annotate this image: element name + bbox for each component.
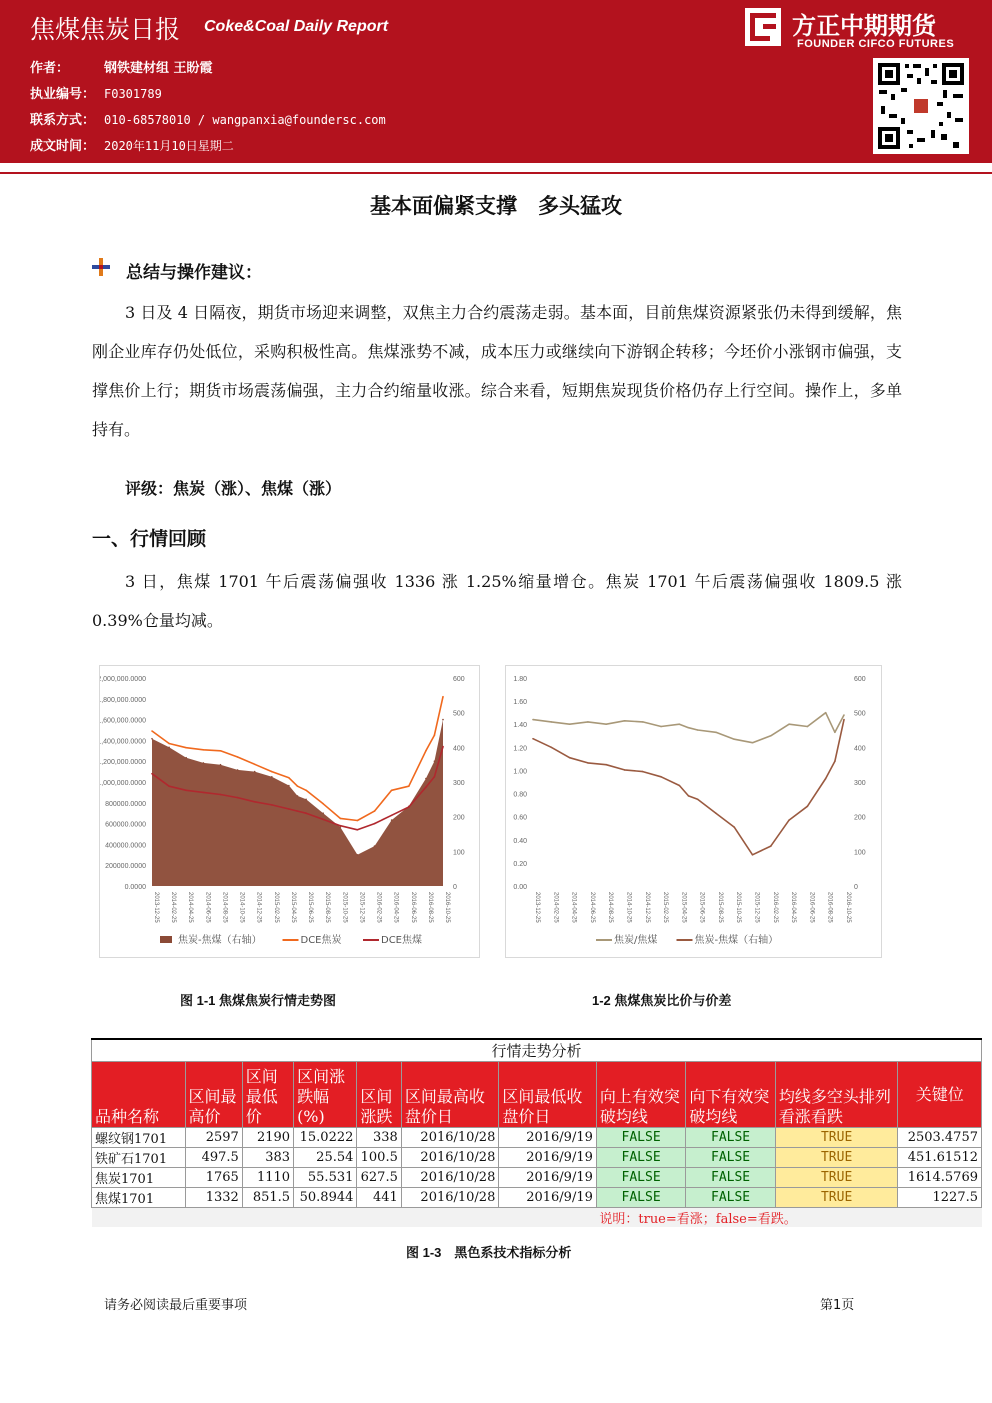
y-left-tick-label: 1.00 (513, 768, 527, 776)
market-analysis-table (91, 1038, 982, 1227)
y-left-tick-label: 1.40 (513, 722, 527, 730)
data-point (770, 735, 772, 737)
x-tick-label: 2016-02-25 (771, 892, 778, 923)
data-point (203, 749, 205, 751)
date-line (30, 135, 234, 154)
data-point (825, 712, 827, 714)
chart-ratio-spread (505, 665, 882, 958)
y-left-tick-label: 400000.0000 (105, 842, 146, 850)
x-tick-label: 2014-02-25 (170, 892, 177, 923)
table-cell: 627.5 (357, 1168, 401, 1188)
data-point (185, 747, 187, 749)
x-tick-label: 2015-02-25 (662, 892, 669, 923)
data-point (288, 777, 290, 779)
data-point (408, 785, 410, 787)
table-cell: 2016/9/19 (499, 1168, 597, 1188)
data-point (288, 785, 290, 787)
y-right-tick-label: 100 (453, 849, 465, 857)
table-cell: 2016/9/19 (499, 1148, 597, 1168)
y-left-tick-label: 0.0000 (124, 884, 146, 891)
col-header: 区间涨跌 (357, 1062, 401, 1128)
data-point (322, 819, 324, 821)
data-point (391, 790, 393, 792)
table-cell: 851.5 (242, 1188, 293, 1208)
y-left-tick-label: 1,800,000.0000 (100, 696, 146, 704)
market-review-heading: 一、行情回顾 (92, 528, 207, 550)
x-tick-label: 2014-06-25 (204, 892, 211, 923)
data-point (425, 778, 427, 780)
x-tick-label: 2015-08-25 (324, 892, 331, 923)
license-line (30, 83, 162, 102)
data-point (834, 760, 836, 762)
data-point (587, 721, 589, 723)
data-point (569, 757, 571, 759)
table-cell: FALSE (596, 1128, 685, 1148)
table-cell: 螺纹钢1701 (92, 1128, 186, 1148)
data-point (660, 726, 662, 728)
legend-label: 焦炭-焦煤（右轴） (694, 935, 779, 946)
data-point (220, 794, 222, 796)
x-tick-label: 2014-08-25 (221, 892, 228, 923)
company-name-en: FOUNDER CIFCO FUTURES (797, 38, 955, 50)
license-value: F0301789 (104, 87, 162, 101)
data-point (254, 764, 256, 766)
col-header: 区间最低收盘价日 (499, 1062, 597, 1128)
y-right-tick-label: 0 (453, 884, 457, 891)
rating-value: 焦炭（涨）、焦煤（涨） (173, 479, 342, 498)
table-cell: TRUE (775, 1168, 898, 1188)
data-point (357, 820, 359, 822)
y-left-tick-label: 1.80 (513, 676, 527, 683)
data-point (297, 810, 299, 812)
col-header: 均线多空头排列看涨看跌 (775, 1062, 898, 1128)
data-point (605, 764, 607, 766)
data-point (237, 769, 239, 771)
y-right-tick-label: 400 (854, 745, 866, 753)
x-tick-label: 2014-08-25 (607, 892, 614, 923)
data-point (151, 773, 153, 775)
table-row (92, 1148, 982, 1168)
x-tick-label: 2015-08-25 (716, 892, 723, 923)
table-cell: 55.531 (294, 1168, 357, 1188)
x-tick-label: 2013-12-25 (534, 892, 540, 923)
data-point (220, 750, 222, 752)
col-header: 向下有效突破均线 (686, 1062, 775, 1128)
col-header: 区间涨跌幅(%) (294, 1062, 357, 1128)
data-point (733, 738, 735, 740)
rating-label: 评级： (125, 479, 174, 498)
x-tick-label: 2016-08-25 (826, 892, 833, 923)
x-tick-label: 2015-06-25 (698, 892, 705, 923)
data-point (357, 829, 359, 831)
data-point (715, 812, 717, 814)
contact-value: 010-68578010 / wangpanxia@foundersc.com (104, 113, 386, 127)
table-cell: 451.61512 (898, 1148, 982, 1168)
legend-label: DCE焦煤 (381, 935, 423, 946)
legend-label: 焦炭-焦煤（右轴） (178, 935, 262, 946)
qr-code-icon (873, 58, 969, 154)
table-cell: 1110 (242, 1168, 293, 1188)
table-cell: 15.0222 (294, 1128, 357, 1148)
data-point (434, 776, 436, 778)
table-cell: 2016/10/28 (401, 1148, 499, 1168)
table-cell: 25.54 (294, 1148, 357, 1168)
legend-swatch (160, 936, 172, 943)
data-point (434, 760, 436, 762)
x-tick-label: 2014-12-25 (643, 892, 650, 923)
table-cell: FALSE (686, 1168, 775, 1188)
table-note: 说明：true=看涨；false=看跌。 (596, 1208, 981, 1228)
data-point (305, 799, 307, 801)
data-point (843, 714, 845, 716)
data-point (624, 720, 626, 722)
table-row (92, 1168, 982, 1188)
report-title-en: Coke&Coal Daily Report (204, 18, 389, 35)
y-left-tick-label: 0.60 (513, 814, 527, 822)
x-tick-label: 2014-10-25 (238, 892, 245, 923)
section-bullet-icon (92, 258, 110, 276)
y-left-tick-label: 1,400,000.0000 (100, 738, 146, 746)
company-name-cn: 方正中期期货 (792, 12, 936, 40)
data-point (168, 747, 170, 749)
chart-price-trend (99, 665, 480, 958)
x-tick-label: 2016-06-25 (808, 892, 815, 923)
license-label: 执业编号： (30, 87, 96, 102)
data-point (697, 799, 699, 801)
x-tick-label: 2016-04-25 (790, 892, 797, 923)
market-review-paragraph: 3 日，焦煤 1701 午后震荡偏强收 1336 涨 1.25%缩量增仓。焦炭 1701 午后震荡偏强收 1809.5 涨 0.39%仓量均减。 (92, 572, 902, 630)
x-tick-label: 2016-04-25 (392, 892, 399, 923)
data-point (442, 746, 444, 748)
table-cell: 2016/9/19 (499, 1188, 597, 1208)
table-title: 行情走势分析 (92, 1039, 982, 1062)
y-right-tick-label: 400 (453, 745, 465, 753)
data-point (297, 785, 299, 787)
rating-line (125, 476, 341, 499)
x-tick-label: 2016-08-25 (426, 892, 433, 923)
author-line (30, 57, 213, 76)
figure-2-caption: 1-2 焦煤焦炭比价与价差 (592, 993, 732, 1008)
y-left-tick-label: 0.00 (513, 884, 527, 891)
data-point (442, 719, 444, 721)
data-point (834, 732, 836, 734)
table-cell: 2016/10/28 (401, 1128, 499, 1148)
data-point (807, 806, 809, 808)
data-point (642, 721, 644, 723)
table-cell: 2016/10/28 (401, 1168, 499, 1188)
table-cell: 2016/10/28 (401, 1188, 499, 1208)
series-line (533, 720, 844, 855)
x-tick-label: 2014-10-25 (625, 892, 632, 923)
data-point (297, 795, 299, 797)
data-point (168, 743, 170, 745)
y-right-tick-label: 100 (854, 849, 866, 857)
col-header: 区间最高收盘价日 (401, 1062, 499, 1128)
data-point (733, 826, 735, 828)
table-cell: 2597 (185, 1128, 242, 1148)
y-right-tick-label: 300 (854, 780, 866, 787)
data-point (271, 771, 273, 773)
data-point (237, 797, 239, 799)
figure-1-caption: 图 1-1 焦煤焦炭行情走势图 (180, 993, 337, 1008)
footer-disclaimer: 请务必阅读最后重要事项 (104, 1298, 248, 1313)
y-right-tick-label: 200 (854, 814, 866, 822)
col-header: 区间最高价 (185, 1062, 242, 1128)
founder-logo-icon (745, 8, 781, 46)
legend-label: DCE焦炭 (300, 935, 342, 946)
x-tick-label: 2016-10-25 (845, 892, 851, 923)
data-point (185, 757, 187, 759)
table-cell: FALSE (596, 1148, 685, 1168)
data-point (203, 762, 205, 764)
contact-label: 联系方式： (30, 113, 96, 128)
y-left-tick-label: 0.20 (513, 860, 527, 868)
col-header: 品种名称 (92, 1062, 186, 1128)
y-right-tick-label: 500 (854, 710, 866, 718)
data-point (305, 812, 307, 814)
data-point (551, 721, 553, 723)
y-left-tick-label: 800000.0000 (105, 800, 146, 808)
x-tick-label: 2014-06-25 (588, 892, 595, 923)
x-tick-label: 2015-10-25 (735, 892, 742, 923)
table-cell: TRUE (775, 1188, 898, 1208)
x-tick-label: 2016-02-25 (375, 892, 382, 923)
table-cell: 焦炭1701 (92, 1168, 186, 1188)
data-point (203, 792, 205, 794)
table-cell: FALSE (596, 1168, 685, 1188)
y-left-tick-label: 1,200,000.0000 (100, 759, 146, 767)
data-point (551, 747, 553, 749)
x-tick-label: 2016-10-25 (444, 892, 450, 923)
data-point (340, 818, 342, 820)
data-point (391, 819, 393, 821)
data-point (391, 815, 393, 817)
data-point (788, 819, 790, 821)
y-right-tick-label: 300 (453, 780, 465, 787)
data-point (679, 723, 681, 725)
data-point (825, 778, 827, 780)
data-point (715, 732, 717, 734)
series-area (152, 720, 443, 886)
table-cell: 1332 (185, 1188, 242, 1208)
table-row (92, 1128, 982, 1148)
y-left-tick-label: 0.80 (513, 791, 527, 799)
data-point (322, 812, 324, 814)
date-value: 2020年11月10日星期二 (104, 139, 234, 153)
y-left-tick-label: 600000.0000 (105, 821, 146, 829)
x-tick-label: 2015-02-25 (272, 892, 279, 923)
data-point (220, 764, 222, 766)
table-header-row (92, 1062, 982, 1128)
x-tick-label: 2014-04-25 (187, 892, 194, 923)
data-point (752, 742, 754, 744)
col-header: 向上有效突破均线 (596, 1062, 685, 1128)
data-point (752, 854, 754, 856)
data-point (374, 845, 376, 847)
table-cell: 497.5 (185, 1148, 242, 1168)
col-header: 关键位 (898, 1062, 982, 1128)
col-header: 区间最低价 (242, 1062, 293, 1128)
table-cell: 1765 (185, 1168, 242, 1188)
data-point (305, 790, 307, 792)
summary-heading: 总结与操作建议： (126, 263, 262, 283)
data-point (425, 786, 427, 788)
data-point (843, 719, 845, 721)
data-point (185, 790, 187, 792)
table-cell: 2190 (242, 1128, 293, 1148)
data-point (151, 738, 153, 740)
y-right-tick-label: 500 (453, 710, 465, 718)
table-cell: 铁矿石1701 (92, 1148, 186, 1168)
data-point (374, 823, 376, 825)
table-cell: FALSE (596, 1188, 685, 1208)
data-point (807, 726, 809, 728)
data-point (442, 696, 444, 698)
data-point (425, 750, 427, 752)
data-point (788, 723, 790, 725)
header-divider (0, 172, 992, 174)
data-point (624, 769, 626, 771)
data-point (374, 810, 376, 812)
table-cell: TRUE (775, 1128, 898, 1148)
data-point (254, 771, 256, 773)
data-point (168, 785, 170, 787)
data-point (151, 730, 153, 732)
y-left-tick-label: 200000.0000 (105, 863, 146, 871)
table-cell: TRUE (775, 1148, 898, 1168)
data-point (697, 729, 699, 731)
data-point (569, 723, 571, 725)
x-tick-label: 2015-12-25 (358, 892, 365, 923)
table-note-spacer (92, 1208, 597, 1228)
table-cell: 383 (242, 1148, 293, 1168)
x-tick-label: 2014-04-25 (570, 892, 577, 923)
y-right-tick-label: 600 (453, 676, 465, 683)
author-label: 作者： (30, 61, 70, 76)
x-tick-label: 2015-12-25 (753, 892, 760, 923)
contact-line (30, 109, 386, 128)
table-cell: 50.8944 (294, 1188, 357, 1208)
chart-ratio-spread-svg (506, 666, 881, 957)
table-cell: 1227.5 (898, 1188, 982, 1208)
document-title: 基本面偏紧支撑 多头猛攻 (370, 193, 622, 218)
x-tick-label: 2014-12-25 (255, 892, 262, 923)
x-tick-label: 2013-12-25 (153, 892, 159, 923)
table-note-row (92, 1208, 982, 1228)
data-point (605, 723, 607, 725)
data-point (288, 808, 290, 810)
report-title-cn: 焦煤焦炭日报 (30, 15, 181, 44)
table-cell: 2503.4757 (898, 1128, 982, 1148)
author-value: 钢铁建材组 王盼霞 (104, 61, 213, 76)
data-point (340, 825, 342, 827)
table-cell: 100.5 (357, 1148, 401, 1168)
data-point (532, 738, 534, 740)
data-point (642, 771, 644, 773)
date-label: 成文时间： (30, 139, 96, 154)
table-cell: FALSE (686, 1128, 775, 1148)
y-right-tick-label: 200 (453, 814, 465, 822)
data-point (322, 803, 324, 805)
data-point (271, 776, 273, 778)
summary-paragraph: 3 日及 4 日隔夜，期货市场迎来调整，双焦主力合约震荡走弱。基本面，目前焦煤资源紧张仍未得到缓解，焦刚企业库存仍处低位，采购积极性高。焦煤涨势不减，成本压力或继续向下游钢企转移；今坯价小涨钢市偏强，支撑焦价上行；期货市场震荡偏强，主力合约缩量收涨。综合来看，短期焦炭现货价格仍存上行空间。操作上，多单持有。 (92, 303, 902, 439)
data-point (237, 756, 239, 758)
data-point (532, 719, 534, 721)
table-cell: 441 (357, 1188, 401, 1208)
y-right-tick-label: 600 (854, 676, 866, 683)
x-tick-label: 2015-04-25 (289, 892, 296, 923)
chart-price-trend-svg (100, 666, 479, 957)
y-left-tick-label: 2,000,000.0000 (100, 676, 146, 683)
table-cell: 焦煤1701 (92, 1188, 186, 1208)
y-left-tick-label: 1.60 (513, 699, 527, 707)
data-point (408, 806, 410, 808)
table-cell: FALSE (686, 1148, 775, 1168)
y-left-tick-label: 0.40 (513, 837, 527, 845)
table-cell: FALSE (686, 1188, 775, 1208)
x-tick-label: 2016-06-25 (409, 892, 416, 923)
data-point (357, 854, 359, 856)
figure-3-caption: 图 1-3 黑色系技术指标分析 (406, 1245, 572, 1260)
data-point (679, 785, 681, 787)
y-left-tick-label: 1.20 (513, 745, 527, 753)
table-cell: 338 (357, 1128, 401, 1148)
y-left-tick-label: 1,600,000.0000 (100, 717, 146, 725)
data-point (271, 804, 273, 806)
x-tick-label: 2014-02-25 (552, 892, 559, 923)
y-left-tick-label: 1,000,000.0000 (100, 780, 146, 787)
data-point (587, 762, 589, 764)
data-point (770, 845, 772, 847)
data-point (688, 727, 690, 729)
data-point (660, 776, 662, 778)
x-tick-label: 2015-04-25 (680, 892, 687, 923)
data-point (254, 801, 256, 803)
table-cell: 2016/9/19 (499, 1128, 597, 1148)
data-point (688, 795, 690, 797)
data-point (434, 734, 436, 736)
x-tick-label: 2015-06-25 (307, 892, 314, 923)
legend-label: 焦炭/焦煤 (614, 935, 658, 946)
table-cell: 1614.5769 (898, 1168, 982, 1188)
report-header (0, 0, 992, 163)
y-right-tick-label: 0 (854, 884, 858, 891)
footer-page-number: 第1页 (820, 1298, 855, 1313)
x-tick-label: 2015-10-25 (341, 892, 348, 923)
table-row (92, 1188, 982, 1208)
